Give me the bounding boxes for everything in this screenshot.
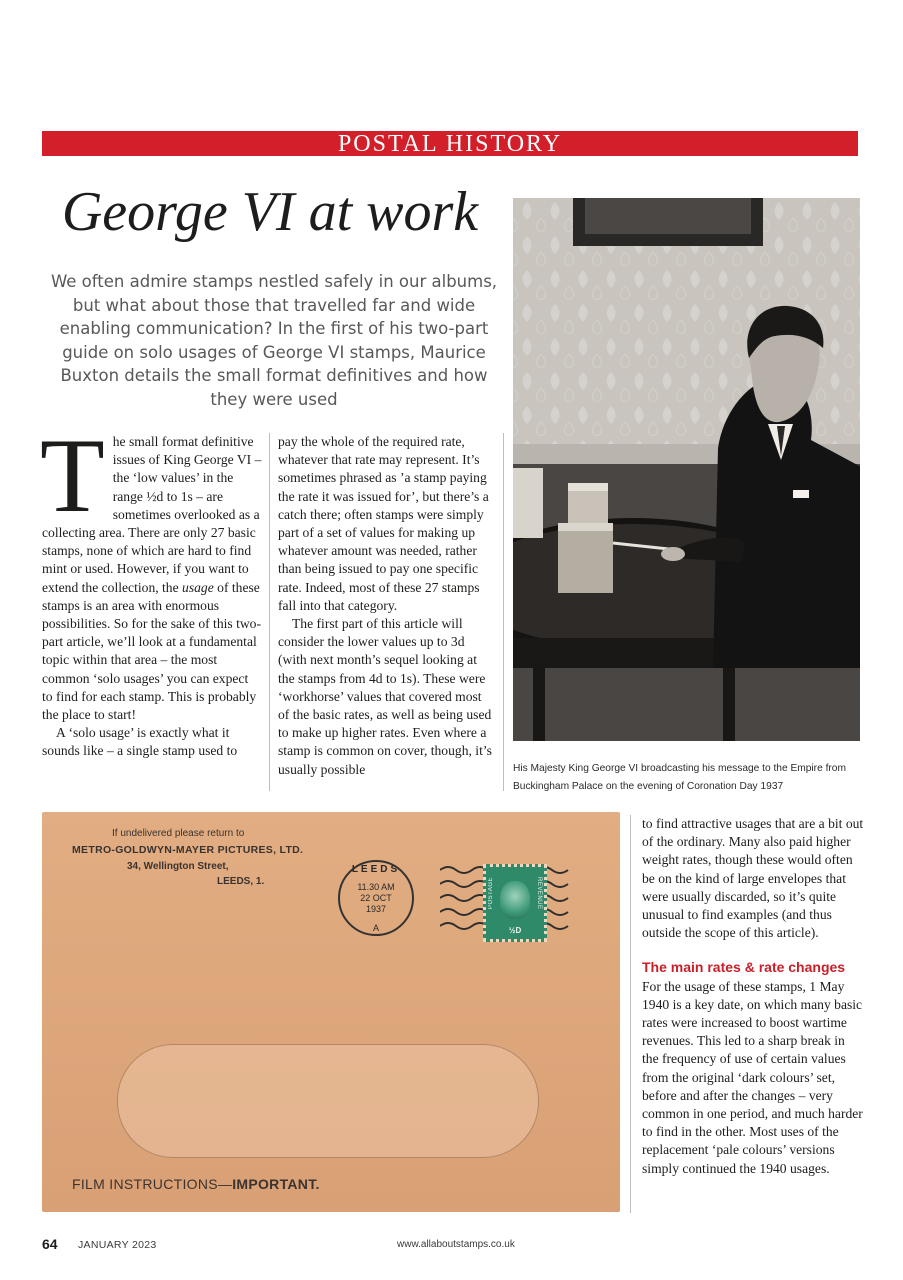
drop-cap: T <box>40 417 105 534</box>
photo-illustration <box>513 198 860 741</box>
column-rule <box>269 433 270 791</box>
sender-city: LEEDS, 1. <box>217 876 265 887</box>
body-text: of these stamps is an area with enormous possibilities. So for the sake of this two-part article, we’ll look at a fundamental topic within that area – the most common ‘solo usages’ you can expect to find for each stamp. This is probably the place to start! <box>42 579 261 723</box>
stamp-postage-label: POSTAGE <box>488 877 494 910</box>
king-broadcasting-photo <box>513 198 860 741</box>
standfirst: We often admire stamps nestled safely in our albums, but what about those that travelled far and wide enabling communication? In the first of his two-part guide on solo usages of George VI stamps, Maurice Buxton details the small format definitives and how they were used <box>50 272 498 409</box>
body-column-1 <box>40 417 262 761</box>
return-note: If undelivered please return to <box>112 828 245 839</box>
emphasis-text: usage <box>182 579 214 595</box>
envelope-window <box>117 1044 539 1158</box>
page-number: 64 <box>42 1236 58 1252</box>
photo-caption: His Majesty King George VI broadcasting his message to the Empire from Buckingham Palace on the evening of Coronation Day 1937 <box>513 763 846 792</box>
george-vi-stamp <box>483 864 547 942</box>
body-text: he small format definitive issues of King George VI – the ‘low values’ in the range ½d to 1s – are sometimes overlooked as a collecting area. There are only 27 basic stamps, none of which are hard to find mint or used. However, if you want to extend the collection, the <box>42 434 262 595</box>
stamp-value: ½D <box>508 926 522 935</box>
article-title: George VI at work <box>61 181 479 243</box>
stamp-revenue-label: REVENUE <box>536 877 542 910</box>
postmark-code: A <box>372 923 379 933</box>
sender-company: METRO-GOLDWYN-MAYER PICTURES, LTD. <box>72 844 304 856</box>
section-label: POSTAL HISTORY <box>337 131 563 157</box>
body-paragraph: pay the whole of the required rate, whatever that rate may represent. It’s sometimes phrased as ’a stamp paying the rate it was issued for’, but there’s a catch there; often stamps were simply part of a set of values for making up whatever amount was needed, rather than being issued to pay one specific rate. Indeed, most of these 27 stamps fall into that category. <box>278 434 489 613</box>
film-instructions <box>72 1176 320 1192</box>
postmark-datetime <box>340 882 412 915</box>
postmark-date: 22 OCT <box>360 893 392 903</box>
postmark-city: LEEDS <box>351 864 401 875</box>
sender-street: 34, Wellington Street, <box>127 861 229 872</box>
section-banner <box>42 131 858 156</box>
postmark-year: 1937 <box>365 904 387 914</box>
body-paragraph: to find attractive usages that are a bit out of the ordinary. Many also paid higher weight rates, though these would often be on the kind of large envelopes that were usually discarded, so it’s quite unusual to find examples (and thus outside the scope of this article). <box>642 816 864 941</box>
subheading: The main rates & rate changes <box>642 959 846 976</box>
cover-envelope-image <box>42 812 620 1212</box>
body-column-3 <box>642 815 864 1178</box>
issue-date: JANUARY 2023 <box>78 1239 157 1251</box>
postmark-time: 11.30 AM <box>357 882 395 892</box>
postmark <box>338 860 414 936</box>
body-column-2 <box>278 433 496 779</box>
footer-url: www.allaboutstamps.co.uk <box>397 1239 515 1250</box>
instructions-bold: IMPORTANT. <box>232 1176 320 1192</box>
body-paragraph: For the usage of these stamps, 1 May 1940 is a key date, on which many basic rates were increased to boost wartime revenues. This led to a sharp break in the frequency of use of certain values from the original ‘dark colours’ set, before and after the changes – very common in one period, and much harder to find in the other. Most uses of the replacement ‘pale colours’ versions simply continued the 1940 usages. <box>642 978 863 1176</box>
body-paragraph: A ‘solo usage’ is exactly what it sounds like – a single stamp used to <box>42 725 238 759</box>
body-paragraph <box>40 417 262 724</box>
instructions-prefix: FILM INSTRUCTIONS— <box>72 1176 233 1192</box>
column-rule <box>503 433 504 791</box>
king-portrait-icon <box>500 881 530 919</box>
column-rule <box>630 815 631 1213</box>
body-paragraph: The first part of this article will consider the lower values up to 3d (with next month’s sequel looking at the stamps from 4d to 1s). These were ‘workhorse’ values that covered most of the basic rates, as well as being used to make up higher rates. Even where a stamp is common on cover, though, it’s usually possible <box>278 616 492 777</box>
